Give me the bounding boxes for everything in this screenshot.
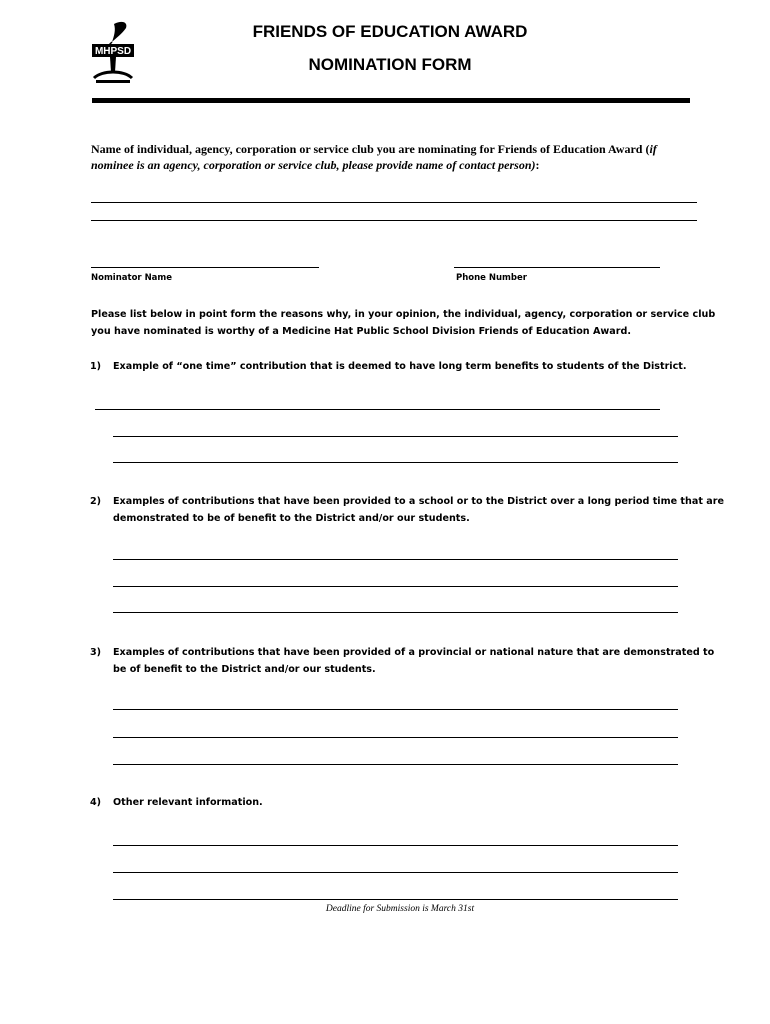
nominator-name-line[interactable] <box>91 267 319 268</box>
submission-deadline: Deadline for Submission is March 31st <box>325 904 475 914</box>
page-subtitle: NOMINATION FORM <box>308 55 472 74</box>
question-2-number: 2) <box>90 496 102 507</box>
answer-line-2c[interactable] <box>113 612 678 613</box>
instructions-text: Please list below in point form the reasons why, in your opinion, the individual, agency, corporation or service club you have nominated is worthy of a Medicine Hat Public School Division Friends of Education Award. <box>91 309 716 337</box>
page-title: FRIENDS OF EDUCATION AWARD <box>252 22 528 41</box>
question-4-number: 4) <box>90 797 102 808</box>
question-1-number: 1) <box>90 361 102 372</box>
question-3-text: Examples of contributions that have been provided of a provincial or national nature that are demonstrated to be of benefit to the District and/or our students. <box>113 647 715 675</box>
nominee-name-line-2[interactable] <box>91 220 697 221</box>
answer-line-4c[interactable] <box>113 899 678 900</box>
answer-line-4a[interactable] <box>113 845 678 846</box>
answer-line-1a[interactable] <box>95 409 660 410</box>
question-4-text: Other relevant information. <box>113 797 263 808</box>
nominator-name-label: Nominator Name <box>91 273 173 283</box>
phone-number-label: Phone Number <box>456 273 527 283</box>
question-1-text: Example of “one time” contribution that is deemed to have long term benefits to students of the District. <box>113 361 687 372</box>
answer-line-2a[interactable] <box>113 559 678 560</box>
question-3-number: 3) <box>90 647 102 658</box>
question-2-text: Examples of contributions that have been provided to a school or to the District over a long period time that are demonstrated to be of benefit to the District and/or our students. <box>113 496 724 524</box>
logo-text: MHPSD <box>94 46 132 57</box>
nominee-prompt: Name of individual, agency, corporation or service club you are nominating for Friends of Education Award (if nominee is an agency, corporation or service club, please provide name of contact person): <box>91 142 657 172</box>
answer-line-4b[interactable] <box>113 872 678 873</box>
answer-line-3c[interactable] <box>113 764 678 765</box>
phone-number-line[interactable] <box>454 267 660 268</box>
answer-line-3a[interactable] <box>113 709 678 710</box>
answer-line-3b[interactable] <box>113 737 678 738</box>
answer-line-1c[interactable] <box>113 462 678 463</box>
answer-line-1b[interactable] <box>113 436 678 437</box>
header-divider <box>92 98 690 103</box>
nominee-name-line[interactable] <box>91 202 697 203</box>
district-logo <box>88 20 138 86</box>
answer-line-2b[interactable] <box>113 586 678 587</box>
